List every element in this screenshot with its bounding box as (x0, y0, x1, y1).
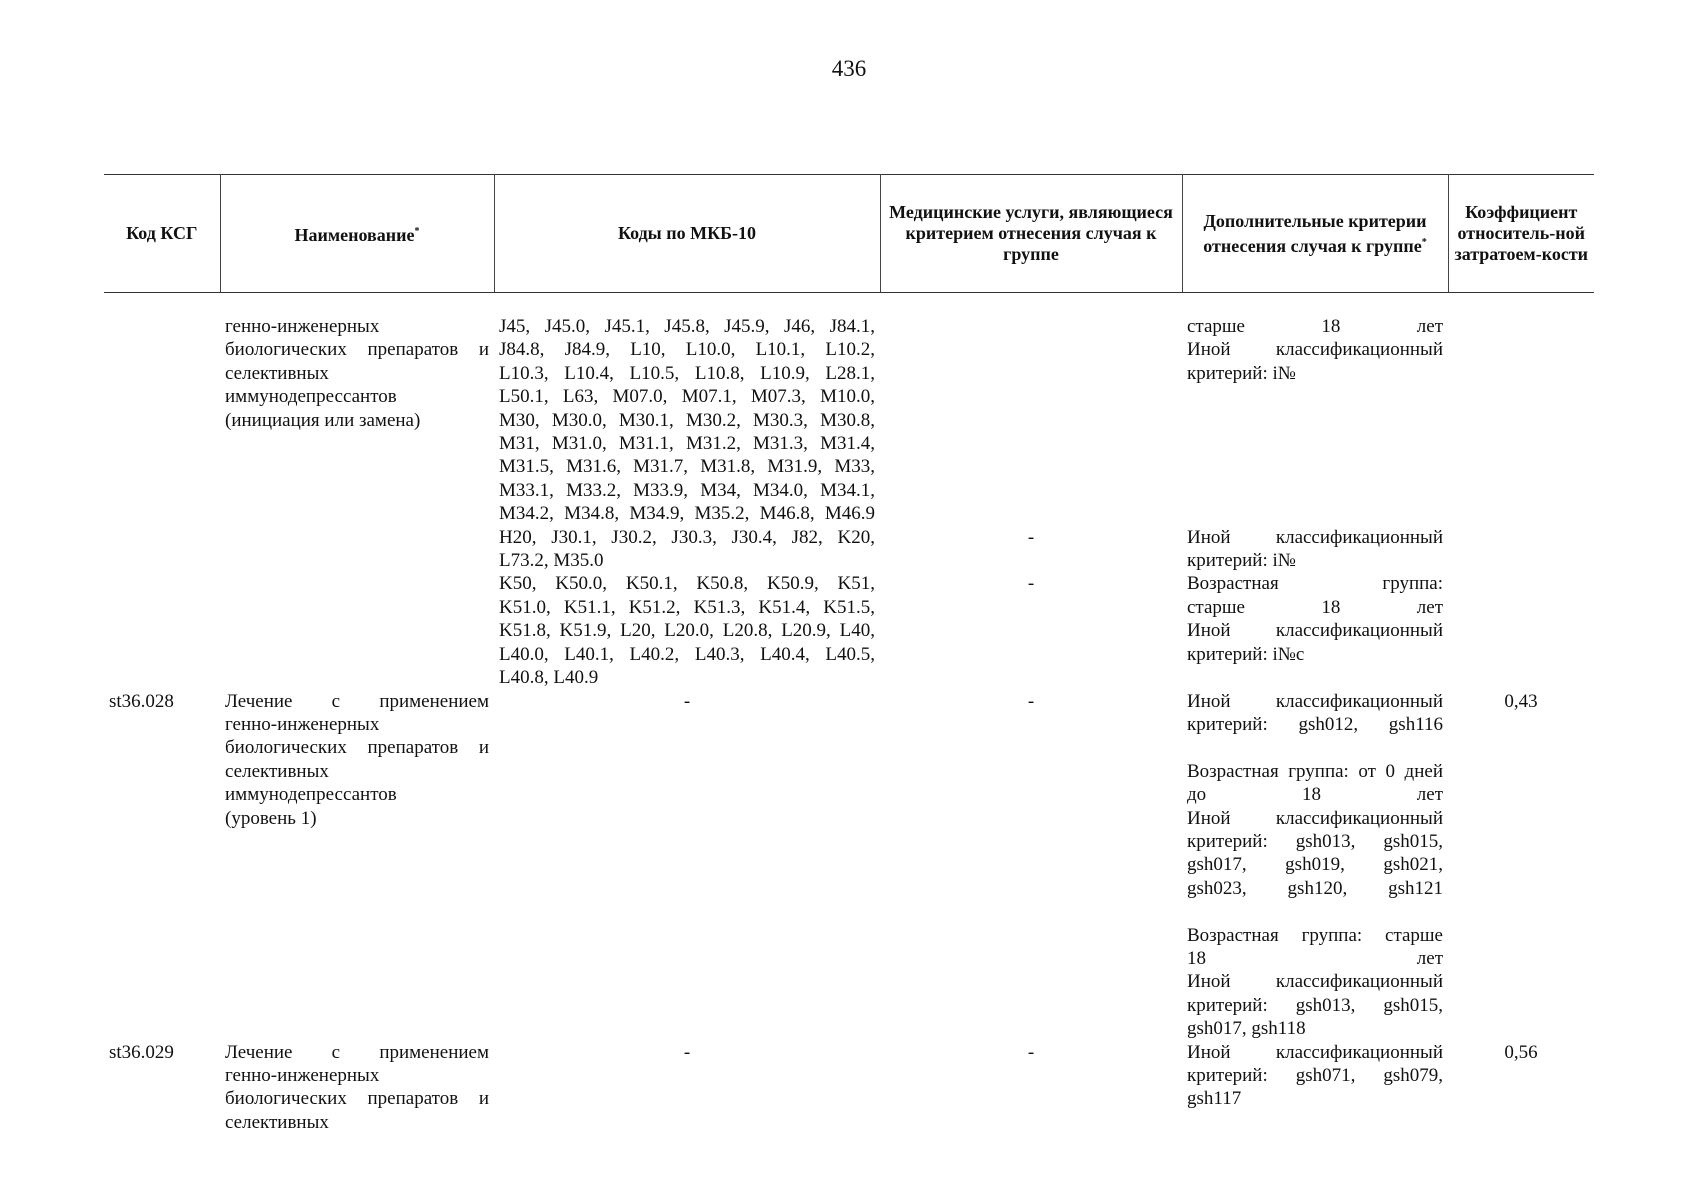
criteria-cell: Иной классификационный критерий: i№ (1187, 526, 1443, 572)
table-row (104, 1041, 1594, 1135)
name-cell: Лечение с применением генно-инженерных биологических препаратов и селективных (225, 1041, 489, 1133)
ksg-code-cell (104, 572, 220, 689)
ksg-table (104, 174, 1594, 1134)
services-cell (880, 315, 1182, 526)
footnote-mark: * (1421, 236, 1427, 248)
services-cell: - (1027, 690, 1035, 712)
table-row (104, 315, 1594, 526)
name-cell: генно-инженерных биологических препаратов и селективных иммунодепрессантов (инициация или замена) (225, 316, 489, 431)
mkb-codes-cell: H20, J30.1, J30.2, J30.3, J30.4, J82, K20, L73.2, M35.0 (499, 526, 875, 572)
criteria-cell: Иной классификационный критерий: gsh012, gsh116 Возрастная группа: от 0 дней до 18 лет Иной классификационный критерий: gsh013, gsh015, gsh017, gsh019, gsh021, gsh023, gsh120, gsh121 Возрастная группа: старше 18 лет Иной классификационный критерий: gsh013, gsh015, gsh017, gsh118 (1187, 690, 1443, 1040)
mkb-codes-cell: - (683, 690, 691, 712)
ksg-code-cell (104, 526, 220, 573)
coefficient-cell (1448, 315, 1594, 526)
coefficient-cell (1448, 526, 1594, 573)
header-code: Код КСГ (104, 175, 220, 293)
table-header-row (104, 175, 1594, 293)
header-mkb-codes: Коды по МКБ-10 (494, 175, 880, 293)
mkb-codes-cell: - (683, 1041, 691, 1063)
coefficient-cell: 0,43 (1504, 690, 1538, 712)
header-additional-criteria: Дополнительные критерии отнесения случая к группе* (1182, 175, 1448, 293)
header-medical-services: Медицинские услуги, являющиеся критерием отнесения случая к группе (880, 175, 1182, 293)
criteria-cell: Иной классификационный критерий: gsh071, gsh079, gsh117 (1187, 1041, 1443, 1110)
coefficient-cell (1448, 572, 1594, 689)
mkb-codes-cell: J45, J45.0, J45.1, J45.8, J45.9, J46, J84.1, J84.8, J84.9, L10, L10.0, L10.1, L10.2, L10.3, L10.4, L10.5, L10.8, L10.9, L28.1, L50.1, L63, M07.0, M07.1, M07.3, M10.0, M30, M30.0, M30.1, M30.2, M30.3, M30.8, M31, M31.0, M31.1, M31.2, M31.3, M31.4, M31.5, M31.6, M31.7, M31.8, M31.9, M33, M33.1, M33.2, M33.9, M34, M34.0, M34.1, M34.2, M34.8, M34.9, M35.2, M46.8, M46.9 (499, 316, 875, 525)
ksg-code-cell: st36.028 (109, 690, 174, 712)
services-cell: - (1027, 573, 1035, 595)
ksg-code-cell (104, 315, 220, 526)
table-row (104, 690, 1594, 1041)
mkb-codes-cell: K50, K50.0, K50.1, K50.8, K50.9, K51, K51.0, K51.1, K51.2, K51.3, K51.4, K51.5, K51.8, K51.9, L20, L20.0, L20.8, L20.9, L40, L40.0, L40.1, L40.2, L40.3, L40.4, L40.5, L40.8, L40.9 (499, 573, 875, 689)
criteria-cell: Возрастная группа: старше 18 лет Иной классификационный критерий: i№c (1187, 573, 1443, 665)
coefficient-cell: 0,56 (1504, 1041, 1538, 1063)
services-cell: - (1027, 1041, 1035, 1063)
criteria-cell: старше 18 лет Иной классификационный критерий: i№ (1187, 316, 1443, 384)
footnote-mark: * (414, 226, 420, 237)
ksg-code-cell: st36.029 (109, 1041, 174, 1063)
header-name: Наименование* (220, 175, 494, 293)
header-coefficient: Коэффициент относитель-ной затратоем-кости (1448, 175, 1594, 293)
name-cell: Лечение с применением генно-инженерных биологических препаратов и селективных иммунодепрессантов (уровень 1) (225, 690, 489, 829)
services-cell: - (1027, 526, 1035, 548)
page-number: 436 (831, 56, 867, 81)
